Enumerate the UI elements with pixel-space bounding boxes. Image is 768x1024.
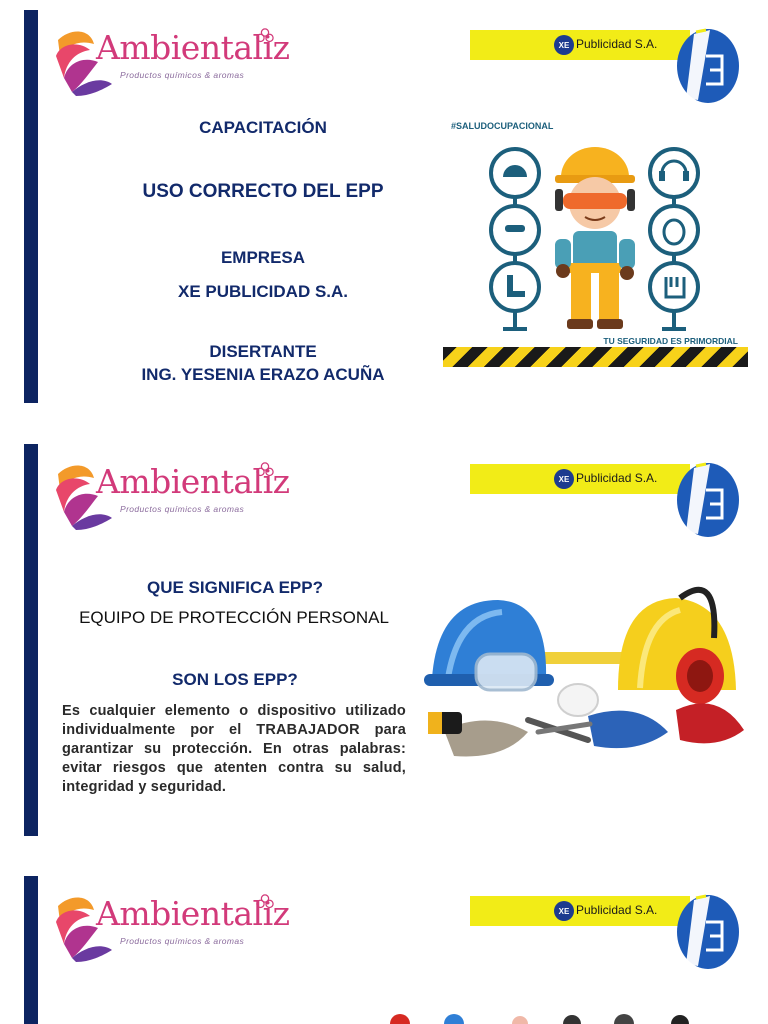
brand-name: Ambientaliz bbox=[96, 28, 290, 67]
partner-banner bbox=[470, 896, 690, 926]
slide-1 bbox=[0, 0, 768, 415]
partner-badge: XE bbox=[554, 469, 574, 489]
partner-logo-icon bbox=[676, 892, 740, 970]
slide-accent-bar bbox=[24, 444, 38, 836]
slide2-definition: Es cualquier elemento o dispositivo utilizado individualmente por el TRABAJADOR para garantizar su protección. En otras palabras: evitar riesgos que atenten contra su salud, integridad y seguridad. bbox=[62, 703, 406, 795]
poster-slogan: TU SEGURIDAD ES PRIMORDIAL bbox=[603, 336, 738, 346]
slide-accent-bar bbox=[24, 10, 38, 403]
hazard-stripe bbox=[443, 347, 748, 367]
slide-accent-bar bbox=[24, 876, 38, 1024]
brand-name: Ambientaliz bbox=[96, 462, 290, 501]
flower-icon bbox=[256, 894, 274, 912]
partner-banner bbox=[470, 30, 690, 60]
flower-icon bbox=[256, 462, 274, 480]
slide-3 bbox=[0, 872, 768, 1024]
poster-illustration bbox=[443, 115, 748, 370]
partner-logo-icon bbox=[676, 460, 740, 538]
slide2-question: QUE SIGNIFICA EPP? bbox=[146, 578, 323, 597]
slide1-speaker-label: DISERTANTE bbox=[209, 342, 317, 361]
ppe-icons-row bbox=[388, 1010, 748, 1024]
slide1-title: CAPACITACIÓN bbox=[199, 118, 327, 137]
brand-logo bbox=[50, 460, 290, 540]
brand-tagline: Productos químicos & aromas bbox=[120, 504, 245, 514]
partner-name: Publicidad S.A. bbox=[576, 471, 658, 485]
partner-logo-icon bbox=[676, 26, 740, 104]
safety-poster bbox=[443, 115, 748, 370]
brand-name: Ambientaliz bbox=[96, 894, 290, 933]
brand-logo bbox=[50, 26, 290, 106]
partner-name: Publicidad S.A. bbox=[576, 37, 658, 51]
slide1-company-label: EMPRESA bbox=[220, 248, 306, 267]
brand-tagline: Productos químicos & aromas bbox=[120, 70, 245, 80]
slide-2 bbox=[0, 440, 768, 850]
brand-tagline: Productos químicos & aromas bbox=[120, 936, 245, 946]
slide2-answer: EQUIPO DE PROTECCIÓN PERSONAL bbox=[79, 608, 389, 627]
slide1-speaker-name: ING. YESENIA ERAZO ACUÑA bbox=[141, 365, 385, 384]
slide1-company-name: XE PUBLICIDAD S.A. bbox=[177, 282, 349, 301]
partner-badge: XE bbox=[554, 901, 574, 921]
partner-name: Publicidad S.A. bbox=[576, 903, 658, 917]
slide2-heading: SON LOS EPP? bbox=[172, 670, 298, 689]
ppe-equipment-image bbox=[418, 560, 748, 780]
slide1-subtitle: USO CORRECTO DEL EPP bbox=[142, 181, 384, 202]
flower-icon bbox=[256, 28, 274, 46]
brand-logo bbox=[50, 892, 290, 972]
partner-badge: XE bbox=[554, 35, 574, 55]
poster-hashtag: #SALUDOCUPACIONAL bbox=[451, 121, 554, 131]
partner-banner bbox=[470, 464, 690, 494]
